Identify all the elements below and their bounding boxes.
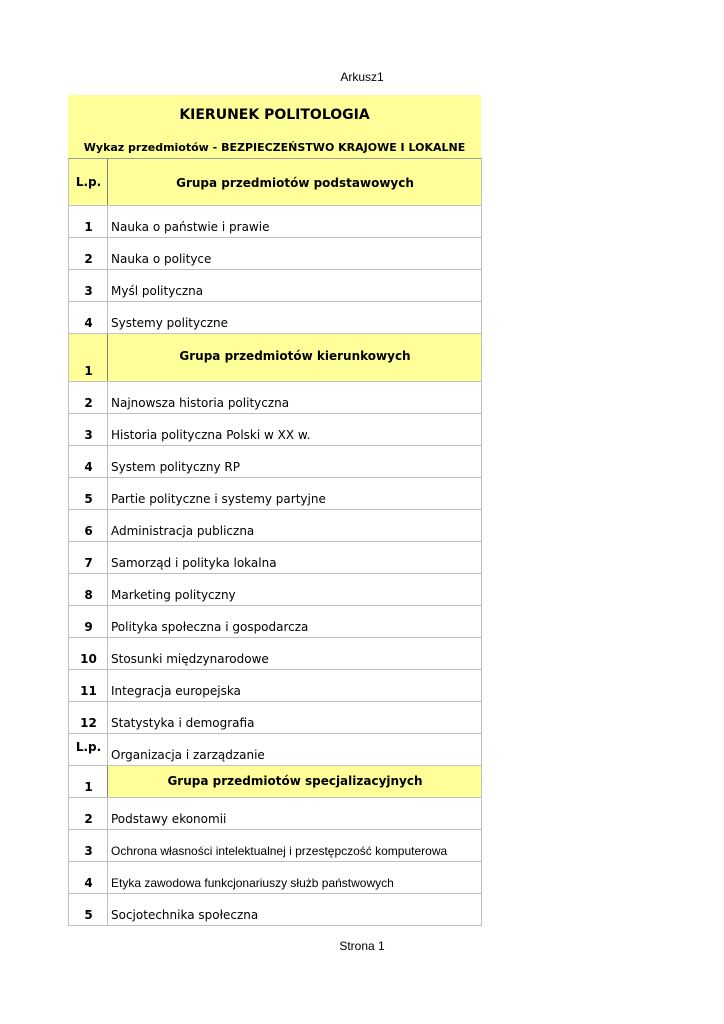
table-row [68,206,482,238]
subject-name: Najnowsza historia polityczna [111,396,290,410]
table-row [68,734,482,766]
table-row [68,638,482,670]
row-number: 9 [69,606,108,637]
row-number: 2 [69,798,108,829]
table-row [68,862,482,894]
subject-name: Administracja publiczna [111,524,255,538]
row-number: 12 [69,702,108,733]
subject-name: Marketing polityczny [111,588,236,602]
header-row-directional [68,334,482,382]
subject-name: Integracja europejska [111,684,241,698]
table-row [68,830,482,862]
table-row [68,894,482,926]
subject-name: Etyka zawodowa funkcjonariuszy służb państwowych [111,876,394,890]
subjects-table [68,158,482,926]
subject-name: Myśl polityczna [111,284,204,298]
table-row [68,798,482,830]
page-title: KIERUNEK POLITOLOGIA [179,107,370,123]
group-header-basic: Grupa przedmiotów podstawowych [176,176,414,190]
row-number: 6 [69,510,108,541]
table-row [68,414,482,446]
table-row [68,446,482,478]
row-number: 10 [69,638,108,669]
subject-name: Ochrona własności intelektualnej i przestępczość komputerowa [111,844,448,858]
lp-header: L.p. [69,159,108,205]
subject-name: Stosunki międzynarodowe [111,652,269,666]
header-row-specialization [68,766,482,798]
subject-name: Nauka o polityce [111,252,212,266]
group-header-directional: Grupa przedmiotów kierunkowych [179,349,411,363]
lp-header-overlap: L.p. [75,740,102,754]
title-block [68,95,481,158]
table-row [68,574,482,606]
subject-name: Podstawy ekonomii [111,812,227,826]
table-row [68,238,482,270]
group-header-specialization: Grupa przedmiotów specjalizacyjnych [167,774,423,788]
subject-name: Socjotechnika społeczna [111,908,259,922]
table-row [68,478,482,510]
header-row-basic [68,158,482,206]
table-row [68,702,482,734]
table-row [68,510,482,542]
subject-name: System polityczny RP [111,460,240,474]
subject-name: Samorząd i polityka lokalna [111,556,277,570]
row-number: 2 [69,238,108,269]
subject-name: Nauka o państwie i prawie [111,220,270,234]
row-number: 3 [69,270,108,301]
table-row [68,606,482,638]
subject-name: Polityka społeczna i gospodarcza [111,620,309,634]
row-number: 3 [69,414,108,445]
table-row [68,382,482,414]
table-row [68,270,482,302]
row-number: 8 [69,574,108,605]
page-subtitle: Wykaz przedmiotów - BEZPIECZEŃSTWO KRAJOWE I LOKALNE [83,141,466,154]
table-row [68,670,482,702]
subject-name: Statystyka i demografia [111,716,255,730]
subject-name: Systemy polityczne [111,316,228,330]
row-number: 4 [69,446,108,477]
row-number: 1 [69,766,108,797]
subject-name: Partie polityczne i systemy partyjne [111,492,326,506]
page-footer: Strona 1 [339,939,385,953]
row-number: 1 [69,334,108,381]
sheet-name: Arkusz1 [340,70,384,84]
row-number: 5 [69,894,108,925]
row-number: 11 [69,670,108,701]
table-row [68,302,482,334]
row-number: 4 [69,302,108,333]
table-row [68,542,482,574]
row-number: 4 [69,862,108,893]
row-number: 3 [69,830,108,861]
row-number: 7 [69,542,108,573]
row-number: 5 [69,478,108,509]
row-number: 2 [69,382,108,413]
row-number: 1 [69,206,108,237]
subject-name: Organizacja i zarządzanie [111,748,265,762]
subject-name: Historia polityczna Polski w XX w. [111,428,311,442]
